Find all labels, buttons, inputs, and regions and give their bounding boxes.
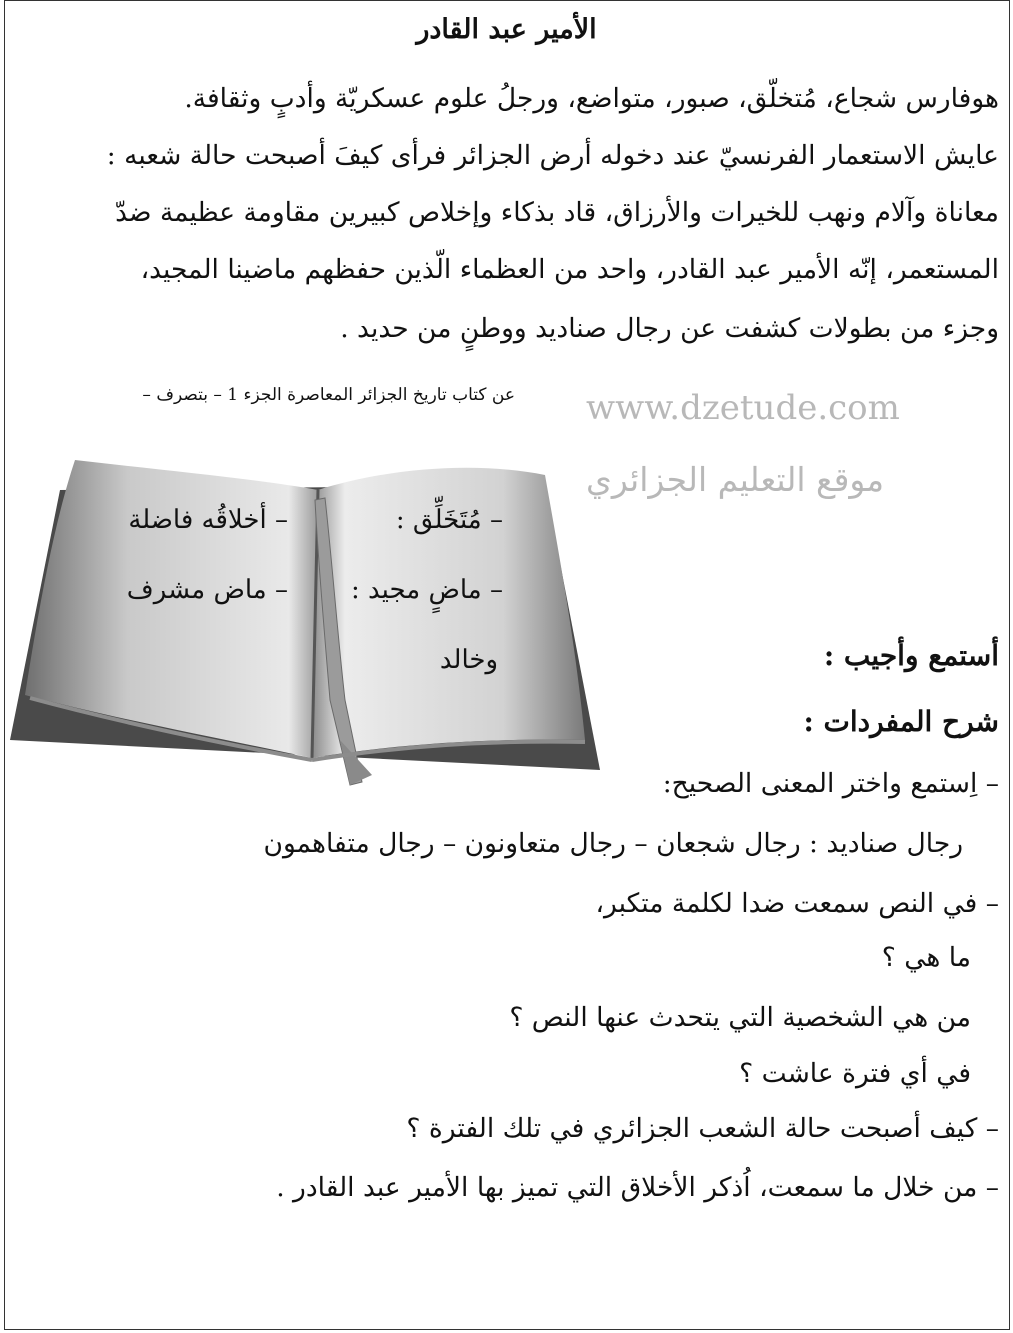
passage-line: المستعمر، إنّه الأمير عبد القادر، واحد من العظماء الّذين حفظهم ماضينا المجيد، [140,254,999,285]
question-line: رجال صناديد : رجال شجعان – رجال متعاونون – رجال متفاهمون [263,828,963,859]
watermark-site-name: موقع التعليم الجزائري [586,460,885,499]
vocab-meaning: – ماض مشرف [126,575,288,605]
passage-line: معاناة وآلام ونهب للخيرات والأرزاق، قاد بذكاء وإخلاص كبيرين مقاومة عظيمة ضدّ [115,197,999,228]
watermark-url: www.dzetude.com [586,388,900,428]
source-citation: عن كتاب تاريخ الجزائر المعاصرة الجزء 1 – بتصرف – [142,385,515,405]
vocab-meaning: – أخلاقُه فاضلة [128,505,288,535]
question-line: من هي الشخصية التي يتحدث عنها النص ؟ [509,1002,971,1033]
question-line: – من خلال ما سمعت، اُذكر الأخلاق التي تميز بها الأمير عبد القادر . [276,1172,999,1203]
open-book-illustration [0,440,600,800]
page-title: الأمير عبد القادر [416,14,597,45]
passage-line: عايش الاستعمار الفرنسيّ عند دخوله أرض الجزائر فرأى كيفَ أصبحت حالة شعبه : [106,140,999,171]
question-line: – في النص سمعت ضدا لكلمة متكبر، [595,888,999,919]
question-line: – كيف أصبحت حالة الشعب الجزائري في تلك الفترة ؟ [406,1113,999,1144]
vocab-meaning: وخالد [439,645,498,675]
section-heading-listen: أستمع وأجيب : [823,639,999,672]
vocab-word: – ماضٍ مجيد : [350,575,503,605]
passage-line: وجزء من بطولات كشفت عن رجال صناديد ووطنٍ من حديد . [340,313,999,344]
question-line: – اِستمع واختر المعنى الصحيح: [662,768,999,799]
section-heading-vocab: شرح المفردات : [803,705,999,738]
vocab-word: – مُتَخَلِّق : [395,505,503,535]
question-line: ما هي ؟ [881,942,971,973]
question-line: في أي فترة عاشت ؟ [739,1058,971,1089]
passage-line: هوفارس شجاع، مُتخلّق، صبور، متواضع، ورجلُ علوم عسكريّة وأدبٍ وثقافة. [184,83,999,114]
